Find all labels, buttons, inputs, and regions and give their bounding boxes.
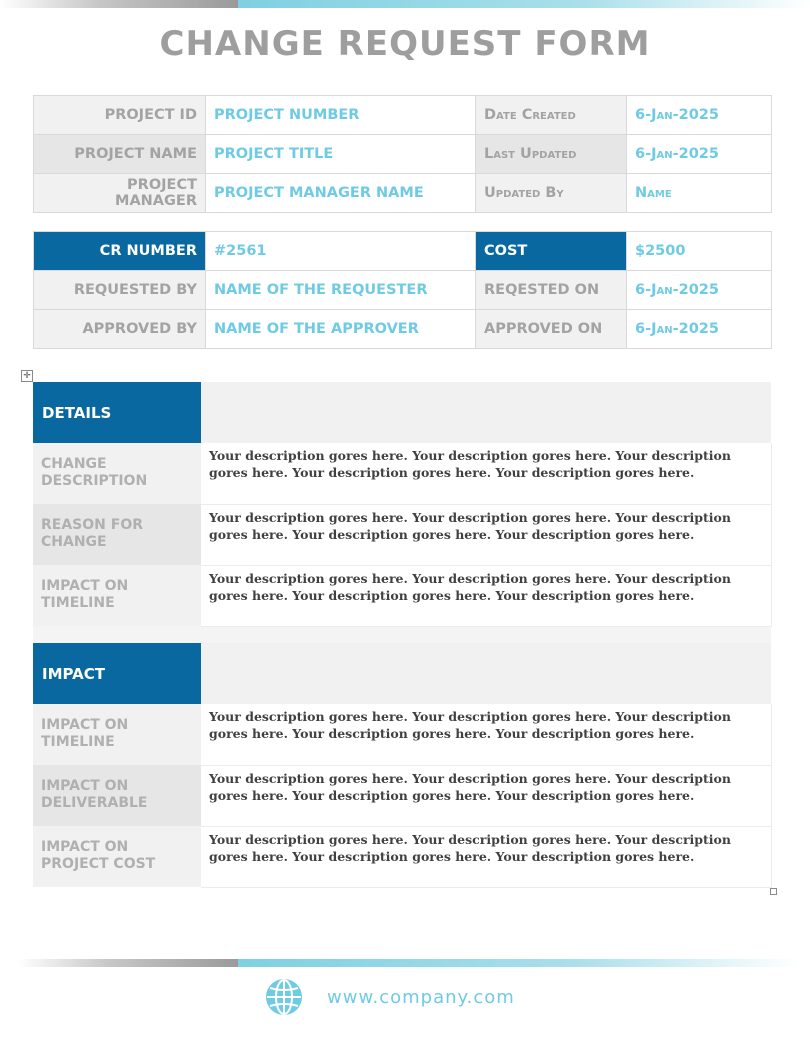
project-name-value[interactable]: PROJECT TITLE [206,135,476,174]
requested-on-value[interactable]: 6-Jan-2025 [627,271,772,310]
footer [265,978,515,1016]
impact-heading: IMPACT [33,643,201,704]
table-row [34,96,772,135]
updated-by-label: Updated By [476,174,627,213]
requested-by-label: REQUESTED BY [34,271,206,310]
section-spacer [33,626,771,643]
table-row [34,174,772,213]
project-manager-label: PROJECT MANAGER [34,174,206,213]
impact-header-row [33,643,771,704]
table-row [33,765,771,826]
date-created-label: Date Created [476,96,627,135]
approved-by-value[interactable]: NAME OF THE APPROVER [206,310,476,349]
project-info-table [33,95,772,213]
change-request-info-table [33,231,772,349]
impact-timeline-text[interactable]: Your description gores here. Your description gores here. Your description gores here. Your description gores here. Your description gores here. [201,704,771,765]
cost-label: COST [476,232,627,271]
table-move-handle-icon[interactable]: ✛ [21,370,33,382]
project-id-value[interactable]: PROJECT NUMBER [206,96,476,135]
project-name-label: PROJECT NAME [34,135,206,174]
last-updated-label: Last Updated [476,135,627,174]
table-row [34,135,772,174]
approved-on-value[interactable]: 6-Jan-2025 [627,310,772,349]
table-row [34,271,772,310]
impact-project-cost-text[interactable]: Your description gores here. Your description gores here. Your description gores here. Your description gores here. Your description gores here. [201,826,771,887]
page-title: CHANGE REQUEST FORM [159,24,651,64]
impact-on-timeline-text[interactable]: Your description gores here. Your description gores here. Your description gores here. Your description gores here. Your description gores here. [201,565,771,626]
details-header-row [33,382,771,443]
project-manager-value[interactable]: PROJECT MANAGER NAME [206,174,476,213]
last-updated-value[interactable]: 6-Jan-2025 [627,135,772,174]
approved-on-label: APPROVED ON [476,310,627,349]
impact-table [33,643,772,888]
impact-deliverable-label: IMPACT ON DELIVERABLE [33,765,201,826]
top-decor-bar [0,0,810,8]
table-row [33,565,771,626]
impact-timeline-label: IMPACT ON TIMELINE [33,704,201,765]
table-row [34,232,772,271]
table-row [33,443,771,504]
table-resize-handle[interactable] [770,888,777,895]
company-url-link[interactable]: www.company.com [327,986,515,1008]
impact-project-cost-label: IMPACT ON PROJECT COST [33,826,201,887]
bottom-decor-bar [18,959,798,967]
table-row [33,826,771,887]
impact-deliverable-text[interactable]: Your description gores here. Your description gores here. Your description gores here. Your description gores here. Your description gores here. [201,765,771,826]
reason-for-change-label: REASON FOR CHANGE [33,504,201,565]
requested-on-label: REQESTED ON [476,271,627,310]
change-description-label: CHANGE DESCRIPTION [33,443,201,504]
table-row [33,504,771,565]
approved-by-label: APPROVED BY [34,310,206,349]
impact-header-fill [201,643,771,704]
reason-for-change-text[interactable]: Your description gores here. Your description gores here. Your description gores here. Your description gores here. Your description gores here. [201,504,771,565]
date-created-value[interactable]: 6-Jan-2025 [627,96,772,135]
details-table [33,382,772,643]
cost-value[interactable]: $2500 [627,232,772,271]
updated-by-value[interactable]: Name [627,174,772,213]
table-row [34,310,772,349]
requested-by-value[interactable]: NAME OF THE REQUESTER [206,271,476,310]
cr-number-label: CR NUMBER [34,232,206,271]
change-description-text[interactable]: Your description gores here. Your description gores here. Your description gores here. Your description gores here. Your description gores here. [201,443,771,504]
details-header-fill [201,382,771,443]
details-heading: DETAILS [33,382,201,443]
project-id-label: PROJECT ID [34,96,206,135]
globe-icon [265,978,303,1016]
impact-on-timeline-label: IMPACT ON TIMELINE [33,565,201,626]
table-row [33,704,771,765]
cr-number-value[interactable]: #2561 [206,232,476,271]
